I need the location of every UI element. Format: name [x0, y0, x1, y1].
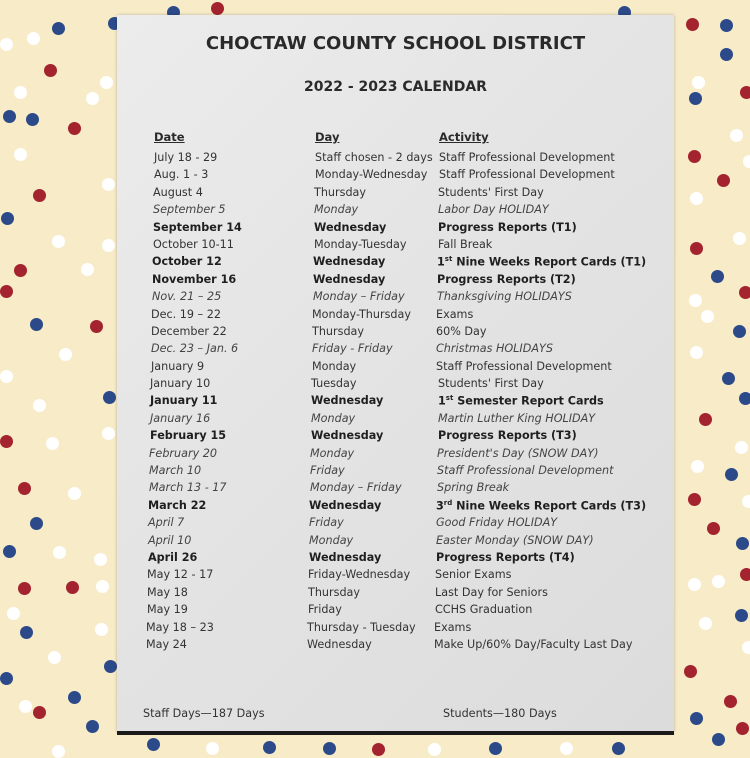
table-row — [117, 534, 674, 551]
row-date: August 4 — [153, 185, 203, 199]
row-date: October 12 — [152, 255, 222, 269]
row-activity: CCHS Graduation — [435, 603, 533, 617]
polka-dot — [686, 18, 699, 31]
row-day: Monday-Thursday — [312, 307, 411, 321]
row-activity: Last Day for Seniors — [435, 585, 548, 599]
row-day: Friday-Wednesday — [308, 568, 411, 582]
polka-dot — [688, 493, 701, 506]
calendar-sheet — [117, 15, 674, 732]
row-date: April 7 — [148, 516, 185, 530]
polka-dot — [100, 76, 113, 89]
table-row — [117, 638, 674, 655]
polka-dot — [14, 264, 27, 277]
row-date: May 12 - 17 — [147, 568, 214, 582]
polka-dot — [743, 155, 750, 168]
row-day: Monday-Tuesday — [314, 237, 407, 251]
polka-dot — [739, 392, 750, 405]
row-date: October 10-11 — [153, 237, 234, 251]
row-day: Friday - Friday — [312, 342, 393, 356]
polka-dot — [46, 437, 59, 450]
row-day: Monday – Friday — [313, 290, 405, 304]
row-date: February 15 — [150, 429, 227, 443]
polka-dot — [724, 695, 737, 708]
row-date: Dec. 19 – 22 — [151, 307, 221, 321]
polka-dot — [44, 64, 57, 77]
row-date: November 16 — [152, 272, 237, 286]
row-activity: Exams — [436, 307, 474, 321]
row-activity — [438, 394, 604, 408]
table-row — [117, 551, 674, 568]
table-row — [117, 342, 674, 359]
row-activity: Senior Exams — [435, 568, 512, 582]
bottom-edge — [117, 731, 674, 735]
polka-dot — [690, 712, 703, 725]
polka-dot — [688, 578, 701, 591]
activity-ordinal: 3 — [436, 499, 444, 513]
table-row — [117, 151, 674, 168]
table-row — [117, 447, 674, 464]
polka-dot — [711, 270, 724, 283]
polka-dot — [323, 742, 336, 755]
polka-dot — [690, 346, 703, 359]
polka-dot — [53, 546, 66, 559]
calendar-table — [117, 151, 674, 655]
row-date: March 13 - 17 — [149, 481, 227, 495]
polka-dot — [692, 76, 705, 89]
polka-dot — [211, 2, 224, 15]
polka-dot — [86, 720, 99, 733]
polka-dot — [206, 742, 219, 755]
row-day: Thursday — [314, 185, 367, 199]
polka-dot — [147, 738, 160, 751]
row-activity: 60% Day — [436, 324, 487, 338]
row-date: Aug. 1 - 3 — [154, 168, 209, 182]
table-row — [117, 568, 674, 585]
polka-dot — [30, 318, 43, 331]
row-day: Thursday — [312, 324, 365, 338]
row-activity: Make Up/60% Day/Faculty Last Day — [434, 637, 633, 651]
table-row — [117, 464, 674, 481]
polka-dot — [740, 568, 750, 581]
polka-dot — [742, 495, 750, 508]
polka-dot — [742, 641, 750, 654]
polka-dot — [68, 691, 81, 704]
row-activity — [436, 499, 646, 513]
polka-dot — [94, 553, 107, 566]
row-activity: Progress Reports (T2) — [437, 272, 576, 286]
polka-dot — [14, 86, 27, 99]
row-date: April 26 — [148, 550, 198, 564]
polka-dot — [735, 441, 748, 454]
table-row — [117, 481, 674, 498]
polka-dot — [68, 122, 81, 135]
polka-dot — [18, 482, 31, 495]
polka-dot — [96, 580, 109, 593]
polka-dot — [48, 651, 61, 664]
row-activity: Labor Day HOLIDAY — [438, 203, 549, 217]
polka-dot — [739, 286, 750, 299]
polka-dot — [701, 310, 714, 323]
row-day: Thursday — [308, 585, 361, 599]
polka-dot — [712, 733, 725, 746]
table-row — [117, 360, 674, 377]
activity-suffix: rd — [443, 498, 453, 507]
row-date: January 10 — [150, 377, 211, 391]
polka-dot — [733, 325, 746, 338]
row-date: September 5 — [153, 203, 226, 217]
polka-dot — [7, 607, 20, 620]
row-activity: Progress Reports (T4) — [436, 550, 575, 564]
polka-dot — [736, 722, 749, 735]
student-days-total: Students—180 Days — [443, 707, 557, 720]
polka-dot — [691, 460, 704, 473]
row-activity: Students' First Day — [438, 377, 544, 391]
row-activity: Christmas HOLIDAYS — [436, 342, 553, 356]
polka-dot — [52, 745, 65, 758]
polka-dot — [90, 320, 103, 333]
polka-dot — [33, 189, 46, 202]
table-row — [117, 186, 674, 203]
polka-dot — [736, 537, 749, 550]
row-day: Monday — [311, 411, 356, 425]
row-activity: Thanksgiving HOLIDAYS — [437, 290, 572, 304]
polka-dot — [733, 232, 746, 245]
row-date: Nov. 21 – 25 — [152, 290, 222, 304]
polka-dot — [699, 617, 712, 630]
row-activity — [437, 255, 646, 269]
polka-dot — [3, 110, 16, 123]
row-day: Friday — [309, 516, 344, 530]
polka-dot — [560, 742, 573, 755]
polka-dot — [722, 372, 735, 385]
polka-dot — [1, 212, 14, 225]
row-activity: President's Day (SNOW DAY) — [437, 446, 599, 460]
polka-dot — [33, 399, 46, 412]
table-row — [117, 168, 674, 185]
table-row — [117, 621, 674, 638]
polka-dot — [688, 150, 701, 163]
row-day: Wednesday — [313, 272, 386, 286]
polka-dot — [18, 582, 31, 595]
polka-dot — [19, 700, 32, 713]
polka-dot — [720, 19, 733, 32]
polka-dot — [20, 626, 33, 639]
polka-dot — [102, 427, 115, 440]
row-day: Tuesday — [311, 377, 357, 391]
polka-dot — [690, 242, 703, 255]
polka-dot — [102, 178, 115, 191]
row-activity: Staff Professional Development — [439, 168, 615, 182]
table-row — [117, 273, 674, 290]
row-date: March 22 — [148, 498, 207, 512]
row-day: Wednesday — [309, 498, 382, 512]
polka-dot — [730, 129, 743, 142]
row-activity: Good Friday HOLIDAY — [436, 516, 558, 530]
polka-dot — [59, 348, 72, 361]
staff-days-total: Staff Days—187 Days — [143, 707, 265, 720]
row-day: Monday-Wednesday — [315, 168, 428, 182]
table-row — [117, 325, 674, 342]
row-day: Wednesday — [314, 220, 387, 234]
row-date: December 22 — [151, 324, 227, 338]
table-row — [117, 586, 674, 603]
polka-dot — [612, 742, 625, 755]
polka-dot — [3, 545, 16, 558]
row-activity: Staff Professional Development — [437, 464, 614, 478]
row-date: April 10 — [148, 533, 192, 547]
table-row — [117, 221, 674, 238]
polka-dot — [33, 706, 46, 719]
polka-dot — [103, 391, 116, 404]
row-day: Friday — [308, 603, 342, 617]
row-day: Monday — [314, 203, 359, 217]
polka-dot — [102, 239, 115, 252]
row-day: Thursday - Tuesday — [307, 620, 416, 634]
polka-dot — [725, 468, 738, 481]
activity-suffix: st — [445, 394, 454, 403]
table-row — [117, 394, 674, 411]
table-row — [117, 516, 674, 533]
polka-dot — [717, 174, 730, 187]
polka-dot — [740, 86, 750, 99]
row-day: Monday — [312, 359, 357, 373]
row-date: May 18 – 23 — [146, 620, 214, 634]
polka-dot — [489, 742, 502, 755]
polka-dot — [712, 575, 725, 588]
row-date: May 18 — [147, 585, 188, 599]
row-day: Monday — [310, 446, 355, 460]
row-activity: Staff Professional Development — [436, 359, 612, 373]
polka-dot — [689, 92, 702, 105]
district-title: CHOCTAW COUNTY SCHOOL DISTRICT — [205, 33, 586, 54]
row-day: Wednesday — [313, 255, 386, 269]
calendar-subtitle: 2022 - 2023 CALENDAR — [304, 79, 487, 95]
row-day: Wednesday — [311, 429, 384, 443]
polka-dot — [81, 263, 94, 276]
row-day: Monday — [309, 533, 354, 547]
activity-ordinal: 1 — [438, 395, 446, 409]
activity-text: Nine Weeks Report Cards (T1) — [452, 256, 647, 270]
polka-dot — [0, 285, 13, 298]
polka-dot — [95, 623, 108, 636]
row-date: March 10 — [149, 464, 202, 478]
polka-dot — [86, 92, 99, 105]
polka-dot — [699, 413, 712, 426]
polka-dot — [66, 581, 79, 594]
row-date: May 19 — [147, 603, 188, 617]
table-row — [117, 499, 674, 516]
polka-dot — [707, 522, 720, 535]
polka-dot — [0, 435, 13, 448]
polka-dot — [27, 32, 40, 45]
table-row — [117, 238, 674, 255]
row-activity: Staff Professional Development — [439, 151, 615, 164]
row-activity: Martin Luther King HOLIDAY — [438, 411, 596, 425]
row-date: January 9 — [151, 359, 205, 373]
row-activity: Fall Break — [438, 237, 493, 251]
row-activity: Exams — [434, 620, 472, 634]
polka-dot — [263, 741, 276, 754]
polka-dot — [689, 294, 702, 307]
polka-dot — [735, 609, 748, 622]
row-day: Wednesday — [307, 637, 372, 651]
table-row — [117, 429, 674, 446]
table-row — [117, 308, 674, 325]
row-activity: Progress Reports (T1) — [438, 220, 577, 234]
polka-dot — [30, 517, 43, 530]
table-row — [117, 255, 674, 272]
row-date: January 16 — [150, 411, 211, 425]
header-day: Day — [315, 130, 340, 144]
table-row — [117, 377, 674, 394]
activity-ordinal: 1 — [437, 256, 445, 270]
row-activity: Students' First Day — [438, 185, 544, 199]
row-day: Staff chosen - 2 days — [315, 151, 433, 164]
row-day: Wednesday — [309, 550, 382, 564]
polka-dot — [52, 235, 65, 248]
row-date: September 14 — [153, 220, 242, 234]
activity-text: Semester Report Cards — [453, 395, 604, 409]
row-activity: Easter Monday (SNOW DAY) — [436, 533, 594, 547]
row-day: Friday — [310, 464, 345, 478]
table-row — [117, 203, 674, 220]
table-row — [117, 290, 674, 307]
table-row — [117, 412, 674, 429]
row-date: July 18 - 29 — [154, 151, 218, 164]
row-date: Dec. 23 – Jan. 6 — [151, 342, 239, 356]
polka-dot — [104, 660, 117, 673]
header-activity: Activity — [439, 130, 489, 144]
row-day: Wednesday — [311, 394, 384, 408]
row-date: January 11 — [150, 394, 218, 408]
polka-dot — [68, 487, 81, 500]
row-date: February 20 — [149, 446, 217, 460]
polka-dot — [0, 672, 13, 685]
row-activity: Spring Break — [437, 481, 510, 495]
polka-dot — [26, 113, 39, 126]
polka-dot — [0, 370, 13, 383]
activity-suffix: st — [444, 255, 453, 264]
polka-dot — [0, 38, 13, 51]
header-date: Date — [154, 130, 185, 144]
table-row — [117, 603, 674, 620]
polka-dot — [690, 192, 703, 205]
polka-dot — [52, 22, 65, 35]
polka-dot — [14, 148, 27, 161]
row-activity: Progress Reports (T3) — [438, 429, 577, 443]
row-date: May 24 — [146, 637, 187, 651]
polka-dot — [684, 665, 697, 678]
row-day: Monday – Friday — [310, 481, 402, 495]
polka-dot — [720, 48, 733, 61]
activity-text: Nine Weeks Report Cards (T3) — [452, 499, 647, 513]
